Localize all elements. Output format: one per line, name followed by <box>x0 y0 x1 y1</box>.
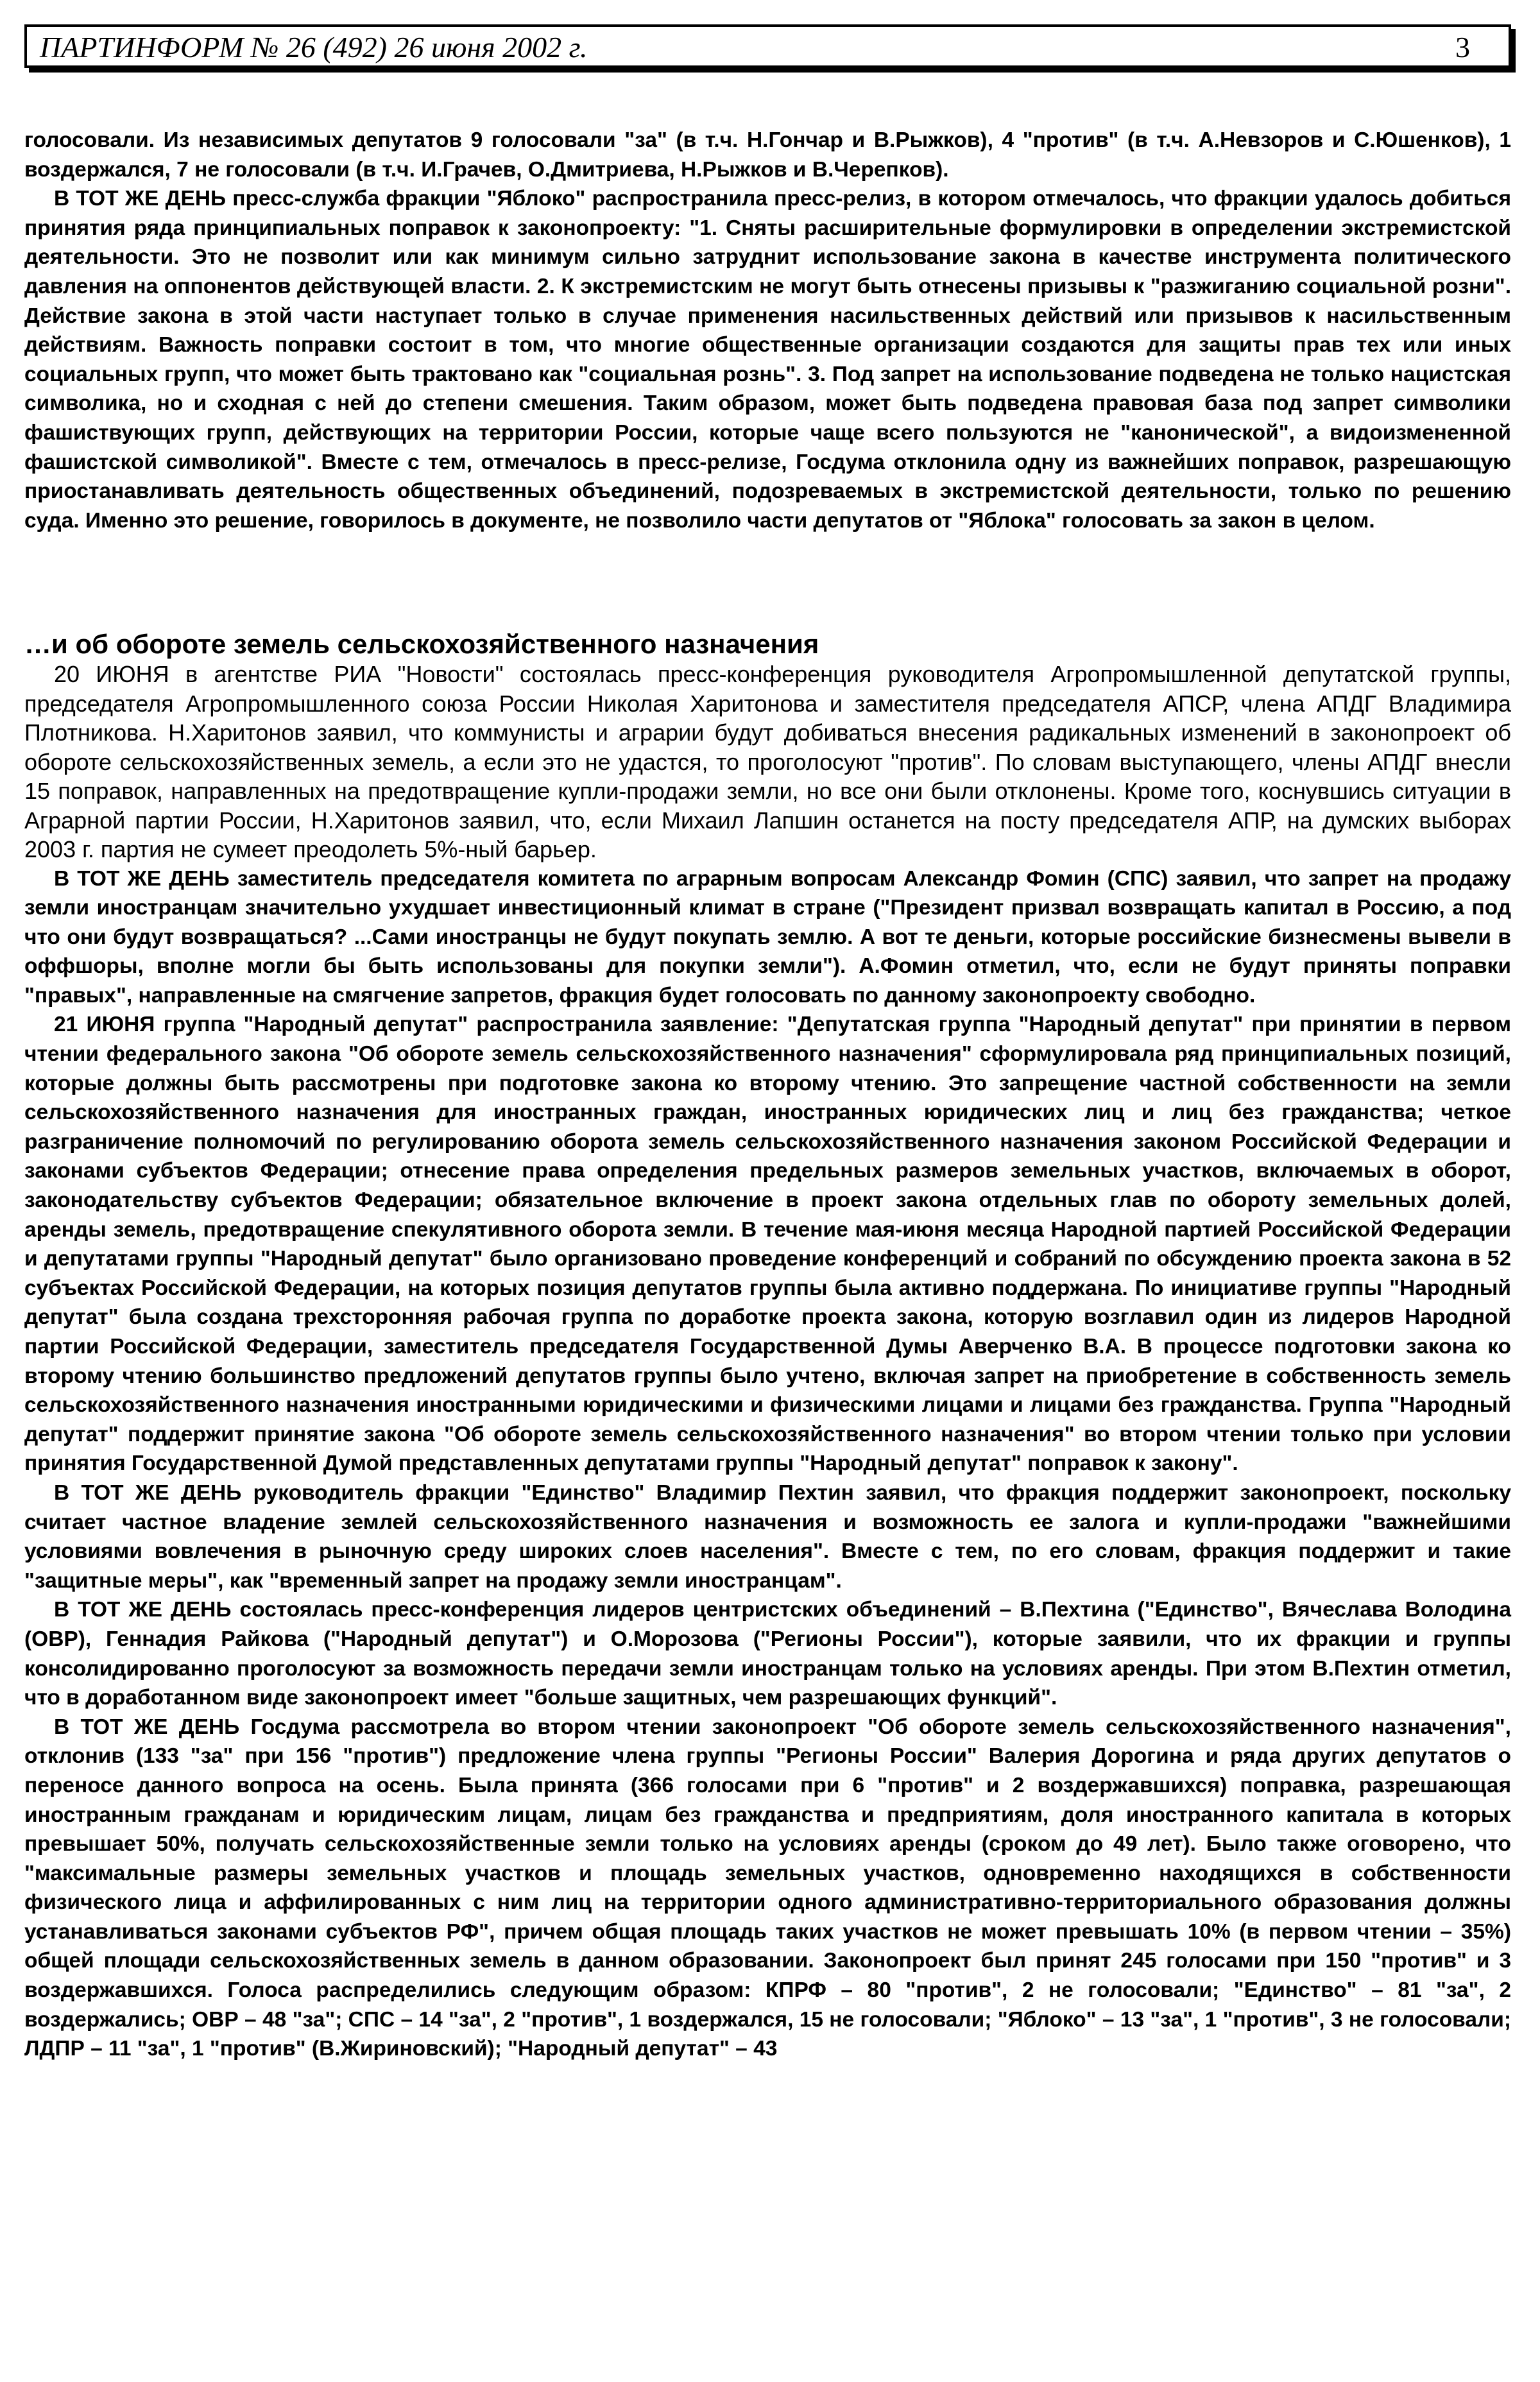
paragraph <box>24 864 1511 1011</box>
paragraph-lead: В ТОТ ЖЕ ДЕНЬ <box>54 866 230 891</box>
paragraph-text: пресс-служба фракции "Яблоко" распространила пресс-релиз, в котором отмечалось, что фракции удалось добиться принятия ряда принципиальных поправок к законопроекту: "1. Сняты расширительные формулировки в определении экстремистской деятельности. Это не позволит или как минимум сильно затруднит использование закона в качестве инструмента политического давления на оппонентов действующей власти. 2. К экстремистским не могут быть отнесены призывы к "разжиганию социальной розни". Действие закона в этой части наступает только в случае применения насильственных действий или призывов к насильственным действиям. Важность поправки состоит в том, что многие общественные организации создаются для защиты прав тех или иных социальных групп, что может быть трактовано как "социальная рознь". 3. Под запрет на использование подведена не только нацистская символика, но и сходная с ней до степени смешения. Таким образом, может быть подведена правовая база под запрет символики фашиствующих групп, действующих на территории России, которые чаще всего пользуются не "канонической", а видоизмененной фашистской символикой". Вместе с тем, отмечалось в пресс-релизе, Госдума отклонила одну из важнейших поправок, разрешающую приостанавливать деятельность общественных объединений, подозреваемых в экстремистской деятельности, только по решению суда. Именно это решение, говорилось в документе, не позволило части депутатов от "Яблока" голосовать за закон в целом. <box>24 187 1511 533</box>
paragraph-text: 20 ИЮНЯ в агентстве РИА "Новости" состоялась пресс-конференция руководителя Агропромышленной депутатской группы, председателя Агропромышленного союза России Николая Харитонова и заместителя председателя АПСР, члена АПДГ Владимира Плотникова. Н.Харитонов заявил, что коммунисты и аграрии будут добиваться внесения радикальных изменений в законопроект об обороте сельскохозяйственных земель, а если это не удастся, то проголосуют "против". По словам выступающего, члены АПДГ внесли 15 поправок, направленных на предотвращение купли-продажи земли, но все они были отклонены. Кроме того, коснувшись ситуации в Аграрной партии России, Н.Харитонов заявил, что, если Михаил Лапшин останется на посту председателя АПР, на думских выборах 2003 г. партия не сумеет преодолеть 5%-ный барьер. <box>24 661 1511 862</box>
page-header <box>24 24 1511 68</box>
paragraph-lead: В ТОТ ЖЕ ДЕНЬ <box>54 187 227 211</box>
document-page <box>24 24 1511 2061</box>
paragraph-text: руководитель фракции "Единство" Владимир Пехтин заявил, что фракция поддержит законопроект, поскольку считает частное владение землей сельскохозяйственного назначения и возможность ее залога и купли-продажи "важнейшими условиями вовлечения в рыночную среду широких слоев населения". Вместе с тем, по его словам, фракция поддержит и такие "защитные меры", как "временный запрет на продажу земли иностранцам". <box>24 1480 1511 1593</box>
paragraph <box>24 1478 1511 1595</box>
paragraph-text: голосовали. Из независимых депутатов 9 голосовали "за" (в т.ч. Н.Гончар и В.Рыжков), 4 "против" (в т.ч. А.Невзоров и С.Юшенков), 1 воздержался, 7 не голосовали (в т.ч. И.Грачев, О.Дмитриева, Н.Рыжков и В.Черепков). <box>24 128 1511 182</box>
paragraph <box>24 1595 1511 1712</box>
paragraph <box>24 1010 1511 1478</box>
header-title: ПАРТИНФОРМ № 26 (492) 26 июня 2002 г. <box>40 31 588 64</box>
paragraph-text: заместитель председателя комитета по аграрным вопросам Александр Фомин (СПС) заявил, что запрет на продажу земли иностранцам значительно ухудшает инвестиционный климат в стране ("Президент призвал возвращать капитал в Россию, а под что они будут возвращаться? ...Сами иностранцы не будут покупать землю. А вот те деньги, которые российские бизнесмены вывели в оффшоры, вполне могли бы быть использованы для покупки земли"). А.Фомин отметил, что, если не будут приняты поправки "правых", направленные на смягчение запретов, фракция будет голосовать по данному законопроекту свободно. <box>24 866 1511 1007</box>
section-block <box>24 629 1511 2064</box>
paragraph-text: 21 ИЮНЯ группа "Народный депутат" распространила заявление: "Депутатская группа "Народный депутат" при принятии в первом чтении федерального закона "Об обороте земель сельскохозяйственного назначения" сформулировала ряд принципиальных позиций, которые должны быть рассмотрены при подготовке закона ко второму чтению. Это запрещение частной собственности на земли сельскохозяйственного назначения для иностранных граждан, иностранных юридических лиц и лиц без гражданства; четкое разграничение полномочий по регулированию оборота земель сельскохозяйственного назначения законом Российской Федерации и законами субъектов Федерации; отнесение права определения предельных размеров земельных участков, включаемых в оборот, законодательству субъектов Федерации; обязательное включение в проект закона отдельных глав по обороту земельных долей, аренды земель, предотвращение спекулятивного оборота земли. В течение мая-июня месяца Народной партией Российской Федерации и депутатами группы "Народный депутат" было организовано проведение конференций и собраний по обсуждению проекта закона в 52 субъектах Российской Федерации, на которых позиция депутатов группы была активно поддержана. По инициативе группы "Народный депутат" была создана трехсторонняя рабочая группа по доработке проекта закона, которую возглавил один из лидеров Народной партии Российской Федерации, заместитель председателя Государственной Думы Аверченко В.А. В процессе подготовки закона ко второму чтению большинство предложений депутатов группы было учтено, включая запрет на приобретение в собственность земель сельскохозяйственного назначения иностранными юридическими и физическими лицами и лицами без гражданства. Группа "Народный депутат" поддержит принятие закона "Об обороте земель сельскохозяйственного назначения" во втором чтении только при условии принятия Государственной Думой представленных депутатами группы "Народный депутат" поправок к закону". <box>24 1013 1511 1476</box>
section-title: …и об обороте земель сельскохозяйственного назначения <box>24 629 819 659</box>
intro-block <box>24 126 1511 535</box>
paragraph-lead: В ТОТ ЖЕ ДЕНЬ <box>54 1598 232 1622</box>
paragraph-lead: В ТОТ ЖЕ ДЕНЬ <box>54 1480 242 1505</box>
paragraph-text: Госдума рассмотрела во втором чтении законопроект "Об обороте земель сельскохозяйственного назначения", отклонив (133 "за" при 156 "против") предложение члена группы "Регионы России" Валерия Дорогина и ряда других депутатов о переносе данного вопроса на осень. Была принята (366 голосами при 6 "против" и 2 воздержавшихся) поправка, разрешающая иностранным гражданам и юридическим лицам, лицам без гражданства и предприятиям, доля иностранного капитала в которых превышает 50%, получать сельскохозяйственные земли только на условиях аренды (сроком до 49 лет). Было также оговорено, что "максимальные размеры земельных участков и площадь земельных участков, одновременно находящихся в собственности физического лица и аффилированных с ним лиц на территории одного административно-территориального образования должны устанавливаться законами субъектов РФ", причем общая площадь таких участков не может превышать 10% (в первом чтении – 35%) общей площади сельскохозяйственных земель в данном образовании. Законопроект был принят 245 голосами при 150 "против" и 3 воздержавшихся. Голоса распределились следующим образом: КПРФ – 80 "против", 2 не голосовали; "Единство" – 81 "за", 2 воздержались; ОВР – 48 "за"; СПС – 14 "за", 2 "против", 1 воздержался, 15 не голосовали; "Яблоко" – 13 "за", 1 "против", 3 не голосовали; ЛДПР – 11 "за", 1 "против" (В.Жириновский); "Народный депутат" – 43 <box>24 1715 1511 2061</box>
paragraph <box>24 184 1511 535</box>
paragraph <box>24 1713 1511 2064</box>
paragraph <box>24 660 1511 864</box>
paragraph-text: состоялась пресс-конференция лидеров центристских объединений – В.Пехтина ("Единство", Вячеслава Володина (ОВР), Геннадия Райкова ("Народный депутат") и О.Морозова ("Регионы России"), которые заявили, что их фракции и группы консолидированно проголосуют за возможность передачи земли иностранцам только на условиях аренды. При этом В.Пехтин отметил, что в доработанном виде законопроект имеет "больше защитных, чем разрешающих функций". <box>24 1598 1511 1710</box>
paragraph-lead: В ТОТ ЖЕ ДЕНЬ <box>54 1715 240 1739</box>
page-number: 3 <box>1455 31 1470 64</box>
paragraph <box>24 126 1511 184</box>
